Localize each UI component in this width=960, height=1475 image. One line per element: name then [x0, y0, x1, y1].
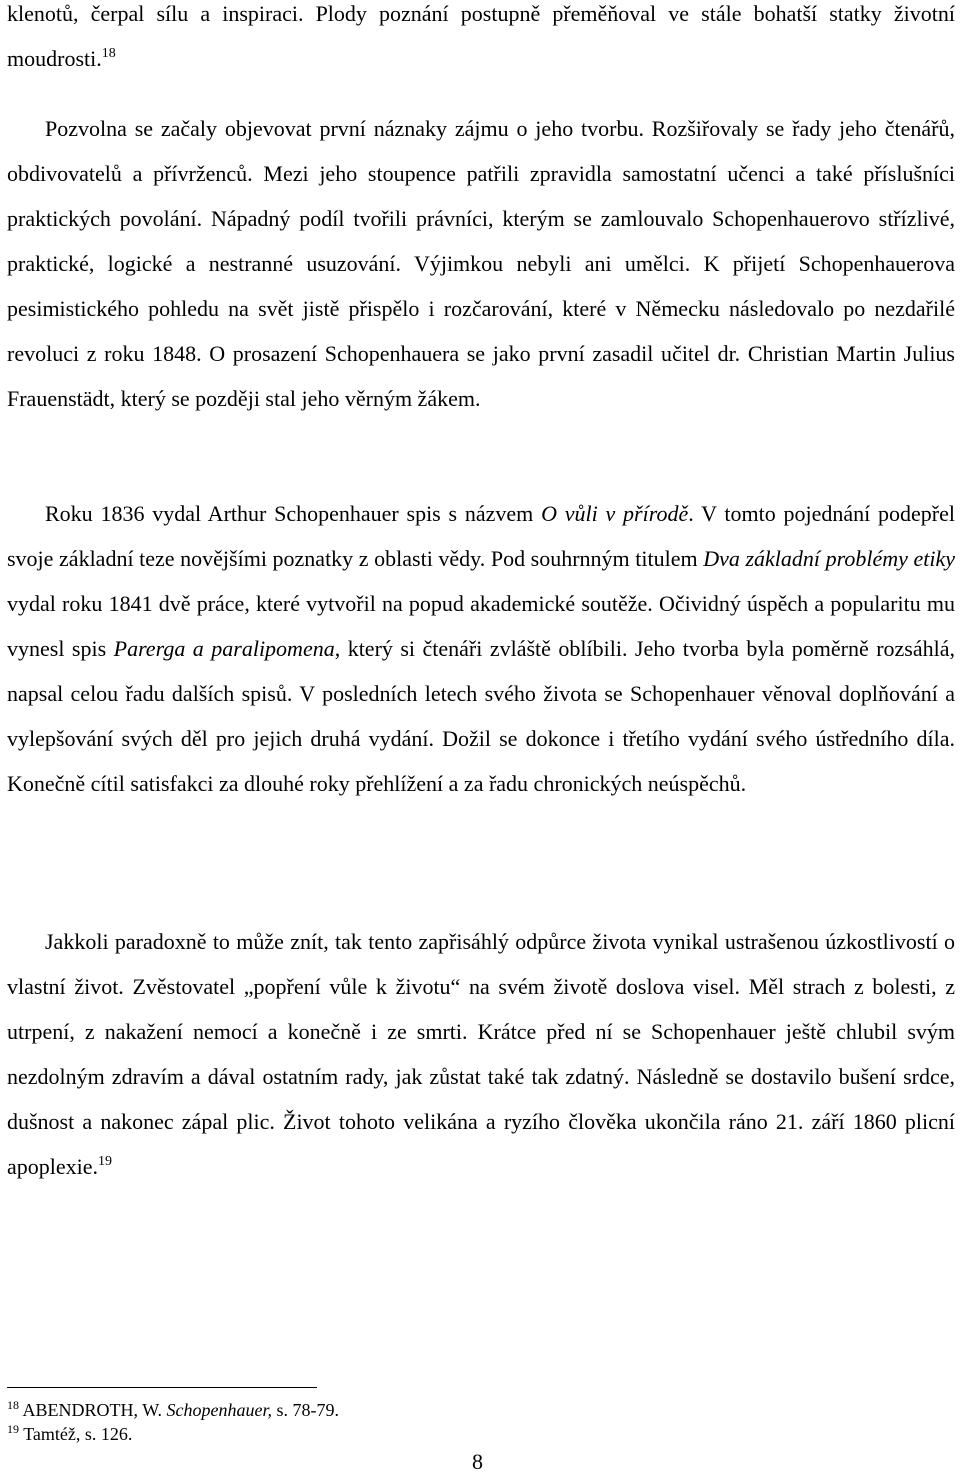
footnote-ref-18: 18	[101, 46, 116, 61]
footnote-title: Schopenhauer,	[166, 1400, 273, 1420]
paragraph-3-text-c: vydal roku 1841 dvě práce, které vytvořil na popud akademické soutěže. Očividný úspěch a popularitu mu vynesl spis	[7, 591, 955, 661]
footnote-separator	[7, 1387, 317, 1388]
paragraph-3-text-b: . V tomto pojednání podepřel svoje základní teze novějšími poznatky z oblasti vědy. Pod souhrnným titulem	[7, 501, 956, 571]
footnote-pages: s. 126.	[80, 1424, 133, 1444]
paragraph-2-text: Pozvolna se začaly objevovat první náznaky zájmu o jeho tvorbu. Rozšiřovaly se řady jeho čtenářů, obdivovatelů a přívrženců. Mezi jeho stoupence patřili zpravidla samostatní učenci a také příslušníci praktických povolání. Nápadný podíl tvořili právníci, kterým se zamlouvalo Schopenhauerovo střízlivé, praktické, logické a nestranné usuzování. Výjimkou nebyli ani umělci. K přijetí Schopenhauerova pesimistického pohledu na svět jistě přispělo i rozčarování, které v Německu následovalo po nezdařilé revoluci z roku 1848. O prosazení Schopenhauera se jako první zasadil učitel dr. Christian Martin Julius Frauenstädt, který se později stal jeho věrným žákem.	[7, 116, 955, 411]
footnote-ibid: Tamtéž,	[23, 1424, 81, 1444]
work-title-dva-problemy: Dva základní problémy etiky	[703, 546, 955, 571]
paragraph-3-text-a: Roku 1836 vydal Arthur Schopenhauer spis s názvem	[45, 501, 542, 526]
work-title-parerga: Parerga a paralipomena	[113, 636, 335, 661]
footnote-18	[7, 1398, 339, 1422]
footnote-ref-19: 19	[98, 1154, 113, 1169]
footnote-number: 19	[7, 1422, 19, 1436]
paragraph-3-text-d: , který si čtenáři zvláště oblíbili. Jeho tvorba byla poměrně rozsáhlá, napsal celou řadu dalších spisů. V posledních letech svého života se Schopenhauer věnoval doplňování a vylepšování svých děl pro jejich druhá vydání. Dožil se dokonce i třetího vydání svého ústředního díla. Konečně cítil satisfakci za dlouhé roky přehlížení a za řadu chronických neúspěchů.	[7, 636, 955, 796]
work-title-o-vuli: O vůli v přírodě	[541, 501, 689, 526]
paragraph-4	[7, 919, 955, 1189]
footnotes	[7, 1398, 339, 1446]
footnote-number: 18	[7, 1398, 19, 1412]
paragraph-4-text: Jakkoli paradoxně to může znít, tak tento zapřisáhlý odpůrce života vynikal ustrašenou úzkostlivostí o vlastní život. Zvěstovatel „popření vůle k životu“ na svém životě doslova visel. Měl strach z bolesti, z utrpení, z nakažení nemocí a konečně i ze smrti. Krátce před ní se Schopenhauer ještě chlubil svým nezdolným zdravím a dával ostatním rady, jak zůstat také tak zdatný. Následně se dostavilo bušení srdce, dušnost a nakonec zápal plic. Život tohoto velikána a ryzího člověka ukončila ráno 21. září 1860 plicní apoplexie.	[7, 929, 955, 1179]
paragraph-1	[7, 0, 955, 81]
footnote-author: ABENDROTH, W.	[22, 1400, 167, 1420]
footnote-19	[7, 1422, 339, 1446]
paragraph-1-text: klenotů, čerpal sílu a inspiraci. Plody poznání postupně přeměňoval ve stále bohatší statky životní moudrosti.	[7, 1, 955, 71]
footnote-pages: s. 78-79.	[272, 1400, 340, 1420]
page-number: 8	[472, 1449, 483, 1474]
paragraph-3	[7, 491, 955, 806]
paragraph-2	[7, 106, 955, 421]
